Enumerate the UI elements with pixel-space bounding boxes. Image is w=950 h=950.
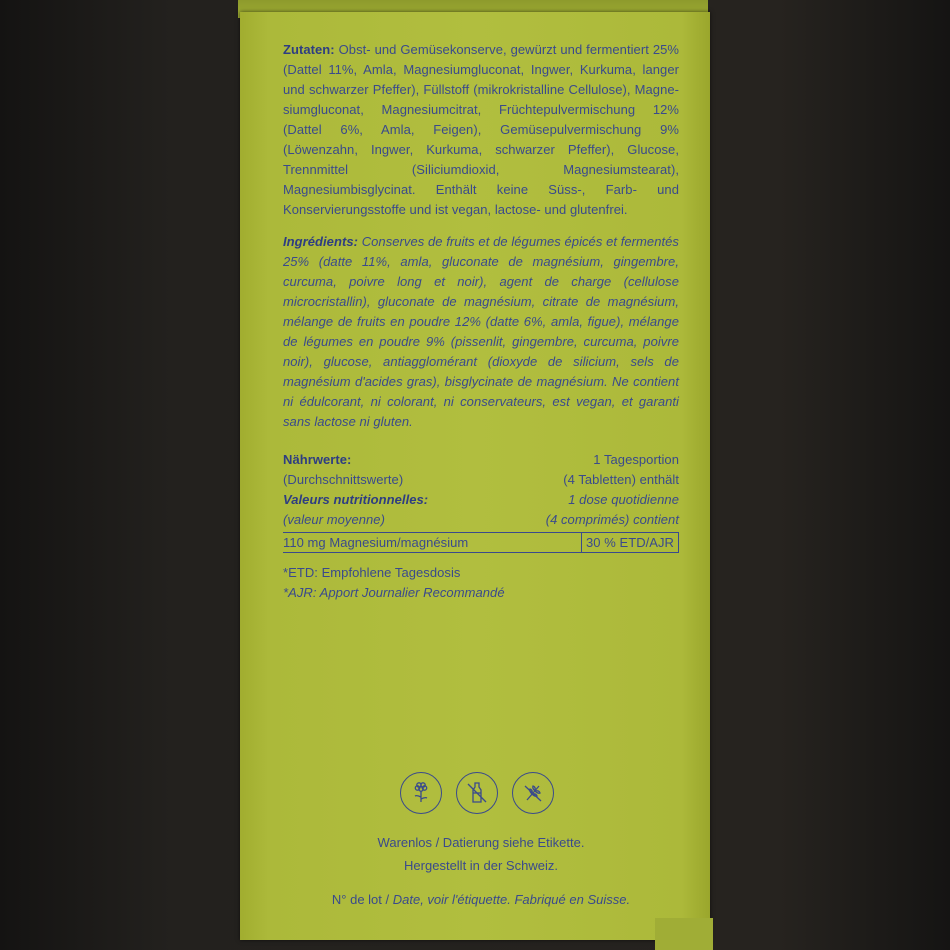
nutrition-table	[283, 450, 679, 553]
label-content	[283, 40, 679, 603]
box-bottom-flap	[655, 918, 713, 950]
lot-number-label: N° de lot	[331, 892, 382, 907]
ingredients-paragraph	[283, 232, 679, 432]
footnote-ajr: *AJR: Apport Journalier Recommandé	[283, 585, 505, 600]
ingredients-heading: Ingrédients:	[283, 234, 358, 249]
nutrition-fr-sub: (valeur moyenne)	[283, 512, 385, 527]
magnesium-amount: 110 mg Magnesium/magnésium	[283, 535, 469, 550]
nutrition-de-sub: (Durchschnittswerte)	[283, 472, 404, 487]
no-lactose-bottle-icon	[456, 772, 498, 814]
lot-info-de: Warenlos / Datierung siehe Etikette.	[377, 835, 585, 850]
certification-icons	[400, 772, 560, 820]
nutrition-de-portion: 1 Tagesportion	[593, 452, 679, 467]
nutrition-row-de-sub	[283, 470, 679, 490]
lot-separator: /	[381, 892, 393, 907]
footnote-etd: *ETD: Empfohlene Tagesdosis	[283, 565, 461, 580]
vegan-flower-icon	[400, 772, 442, 814]
nutrition-row-fr	[283, 490, 679, 510]
nutrition-fr-portion: 1 dose quotidienne	[568, 492, 679, 507]
zutaten-heading: Zutaten:	[283, 42, 335, 57]
gluten-free-wheat-icon	[512, 772, 554, 814]
zutaten-paragraph	[283, 40, 679, 220]
lot-info-fr-text: Date, voir l'étiquette. Fabriqué en Suisse.	[392, 892, 631, 907]
lot-info-fr	[283, 892, 679, 907]
nutrition-de-sub-right: (4 Tabletten) enthält	[563, 472, 679, 487]
ingredients-text: Conserves de fruits et de légumes épicés et fermentés 25% (datte 11%, amla, gluconate de magnésium, gingembre, curcuma, poivre long et noir), agent de charge (cellulose microcristallin), gluconate de magnésium, citrate de magnésium, mélange de fruits en poudre 12% (datte 6%, amla, figue), mélange de légumes en poudre 9% (pissenlit, gingembre, curcuma, poivre noir), glucose, antiagglomérant (dioxyde de silicium, sels de magnésium d'acides gras), bisglycinate de magnésium. Ne contient ni édulcorant, ni colorant, ni conservateurs, est vegan, et garanti sans lactose ni gluten.	[283, 234, 679, 429]
footnotes	[283, 563, 679, 603]
nutrition-fr-label: Valeurs nutritionnelles:	[283, 492, 429, 507]
nutrition-fr-sub-right: (4 comprimés) contient	[545, 512, 679, 527]
nutrition-row-de	[283, 450, 679, 470]
nutrition-row-fr-sub	[283, 510, 679, 530]
magnesium-percent: 30 % ETD/AJR	[581, 533, 679, 552]
nutrition-de-label: Nährwerte:	[283, 452, 352, 467]
nutrition-row-magnesium	[283, 532, 679, 553]
made-in-de: Hergestellt in der Schweiz.	[404, 858, 558, 873]
zutaten-text: Obst- und Gemüsekonserve, gewürzt und fermentiert 25% (Dattel 11%, Amla, Magnesiumgluconat, Ingwer, Kurkuma, langer und schwarzer Pfeffer), Füllstoff (mikrokristalline Cellulose), Magnesiumgluconat, Magnesiumcitrat, Früchtepulvermischung 12% (Dattel 6%, Amla, Feigen), Gemüsepulvermischung 9% (Löwenzahn, Ingwer, Kurkuma, schwarzer Pfeffer), Glucose, Trennmittel (Siliciumdioxid, Magnesiumstearat), Magnesiumbisglycinat. Enthält keine Süss-, Farb- und Konservierungsstoffe und ist vegan, lactose- und glutenfrei.	[283, 42, 679, 217]
